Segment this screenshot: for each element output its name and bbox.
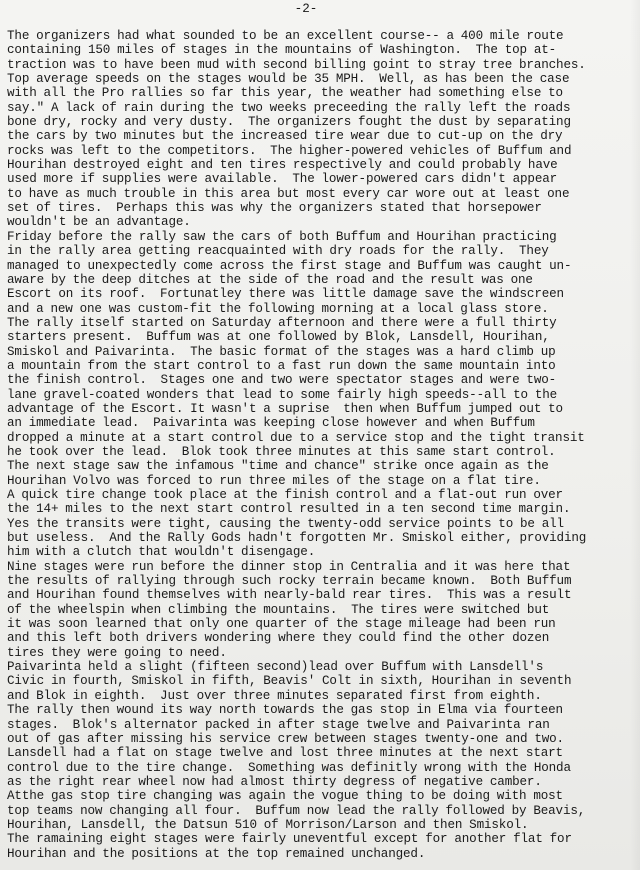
text-line: traction was to have been mud with second billing goint to stray tree branches. (7, 57, 586, 72)
text-line: advantage of the Escort. It wasn't a suprise then when Buffum jumped out to (7, 401, 563, 416)
text-line: the 14+ miles to the next start control resulted in a ten second time margin. (7, 502, 571, 517)
text-line: Hourihan, Lansdell, the Datsun 510 of Morrison/Larson and then Smiskol. (7, 817, 529, 832)
text-line: used more if supplies were available. The lower-powered cars didn't appear (7, 172, 558, 187)
text-line: and a new one was custom-fit the following morning at a local glass store. (7, 301, 549, 316)
text-line: and this left both drivers wondering where they could find the other dozen (7, 631, 550, 646)
text-line: containing 150 miles of stages in the mountains of Washington. The top at- (7, 43, 557, 58)
text-line: Escort on its roof. Fortunatley there was little damage save the windscreen (7, 287, 564, 302)
text-line: The ramaining eight stages were fairly uneventful except for another flat for (7, 832, 572, 847)
text-line: Nine stages were run before the dinner stop in Centralia and it was here that (7, 559, 571, 574)
text-line: the results of rallying through such rocky terrain became known. Both Buffum (7, 574, 572, 589)
text-line: he took over the lead. Blok took three minutes at this same start control. (7, 444, 556, 459)
text-line: and Hourihan found themselves with nearly-bald rear tires. This was a result (7, 588, 572, 603)
text-line: a mountain from the start control to a fast run down the same mountain into (7, 358, 556, 373)
text-line: as the right rear wheel now had almost thirty degress of negative camber. (7, 774, 542, 789)
text-line: Top average speeds on the stages would be 35 MPH. Well, as has been the case (7, 72, 570, 87)
text-line: it was soon learned that only one quarter of the stage mileage had been run (7, 617, 556, 632)
text-line: control due to the tire change. Something was definitly wrong with the Honda (7, 760, 571, 775)
text-line: lane gravel-coated wonders that lead to some fairly high speeds--all to the (7, 387, 558, 402)
text-line: him with a clutch that wouldn't disengage. (7, 545, 316, 560)
text-line: Yes the transits were tight, causing the twenty-odd service points to be all (7, 516, 564, 531)
text-line: to have as much trouble in this area but most every car wore out at least one (7, 186, 570, 201)
text-line: The rally then wound its way north towards the gas stop in Elma via fourteen (7, 703, 563, 718)
text-line: Lansdell had a flat on stage twelve and lost three minutes at the next start (7, 746, 563, 761)
text-line: Paivarinta held a slight (fifteen second)lead over Buffum with Lansdell's (7, 660, 544, 675)
text-line: Hourihan destroyed eight and ten tires respectively and could probably have (7, 158, 558, 173)
text-line: managed to unexpectedly come across the first stage and Buffum was caught un- (7, 258, 572, 273)
text-line: and Blok in eighth. Just over three minutes separated first from eighth. (7, 688, 542, 703)
text-line: but useless. And the Rally Gods hadn't forgotten Mr. Smiskol either, providing (7, 531, 587, 546)
text-line: Hourihan and the positions at the top remained unchanged. (7, 846, 426, 861)
text-line: say." A lack of rain during the two weeks preceeding the rally left the roads (7, 100, 571, 115)
text-line: The next stage saw the infamous "time and chance" strike once again as the (7, 459, 549, 474)
text-line: aware by the deep ditches at the side of the road and the result was one (7, 272, 533, 287)
text-line: with all the Pro rallies so far this year, the weather had something else to (7, 86, 563, 101)
text-line: starters present. Buffum was at one followed by Blok, Lansdell, Hourihan, (7, 330, 550, 345)
text-line: rocks was left to the competitors. The higher-powered vehicles of Buffum and (7, 143, 572, 158)
text-line: Hourihan Volvo was forced to run three miles of the stage on a flat tire. (7, 473, 541, 488)
article-body (7, 29, 640, 861)
text-line: dropped a minute at a start control due to a service stop and the tight transit (7, 430, 585, 445)
text-line: Civic in fourth, Smiskol in fifth, Beavis' Colt in sixth, Hourihan in seventh (7, 674, 572, 689)
text-line: Friday before the rally saw the cars of both Buffum and Hourihan practicing (7, 229, 557, 244)
text-line: A quick tire change took place at the finish control and a flat-out run over (7, 488, 563, 502)
text-line: the finish control. Stages one and two were spectator stages and were two- (7, 373, 557, 388)
text-line: stages. Blok's alternator packed in after stage twelve and Paivarinta ran (7, 717, 550, 732)
text-line: Atthe gas stop tire changing was again the vogue thing to be doing with most (7, 789, 563, 804)
text-line: Smiskol and Paivarinta. The basic format of the stages was a hard climb up (7, 344, 556, 359)
text-line: top teams now changing all four. Buffum now lead the rally followed by Beavis, (7, 803, 586, 818)
text-line: wouldn't be an advantage. (7, 215, 191, 230)
text-line: set of tires. Perhaps this was why the organizers stated that horsepower (7, 201, 542, 216)
text-line: tires they were going to need. (7, 645, 227, 660)
text-line: of the wheelspin when climbing the mountains. The tires were switched but (7, 602, 550, 617)
page-number: -2- (294, 2, 318, 16)
text-line: an immediate lead. Paivarinta was keeping close however and when Buffum (7, 416, 535, 431)
text-line: The rally itself started on Saturday afternoon and there were a full thirty (7, 315, 557, 330)
text-line: The organizers had what sounded to be an excellent course-- a 400 mile route (7, 29, 564, 43)
text-line: bone dry, rocky and very dusty. The organizers fought the dust by separating (7, 115, 571, 130)
text-line: in the rally area getting reacquainted with dry roads for the rally. They (7, 244, 549, 259)
text-line: the cars by two minutes but the increased tire wear due to cut-up on the dry (7, 129, 563, 144)
text-line: out of gas after missing his service crew between stages twenty-one and two. (7, 731, 564, 746)
